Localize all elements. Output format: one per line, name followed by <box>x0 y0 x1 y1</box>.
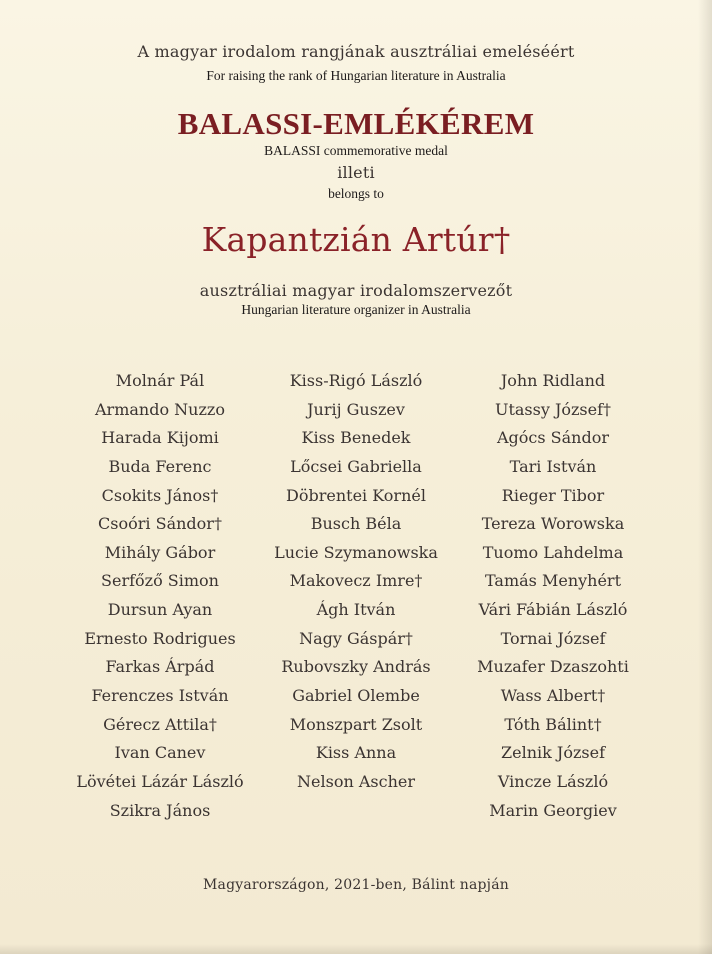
signatory-name: Kiss-Rigó László <box>289 371 423 390</box>
signatory-name: Ernesto Rodrigues <box>84 628 236 648</box>
signatory-name: Rubovszky András <box>281 657 431 677</box>
signatory-name: Armando Nuzzo <box>95 399 225 419</box>
signatory-name: Gabriel Olembe <box>292 686 420 706</box>
signatory-name: Monszpart Zsolt <box>289 714 423 734</box>
signatory-name: Agócs Sándor <box>496 428 609 448</box>
signatory-name: Nelson Ascher <box>297 771 415 791</box>
recipient-role-english: Hungarian literature organizer in Australia <box>241 302 471 317</box>
signatory-name: Tereza Worowska <box>481 514 625 534</box>
medal-title-english: BALASSI commemorative medal <box>264 143 448 158</box>
signatory-name: Dursun Ayan <box>107 600 213 620</box>
signatory-name: Kiss Anna <box>315 743 397 763</box>
signatory-name: Tari István <box>509 456 597 476</box>
signatory-name: Wass Albert† <box>500 686 606 706</box>
signatory-name: Rieger Tibor <box>501 485 605 505</box>
signatory-name: Döbrentei Kornél <box>286 485 426 505</box>
signatory-name: Lőcsei Gabriella <box>290 456 422 476</box>
signatory-name: Molnár Pál <box>115 371 205 390</box>
signatory-name: Tuomo Lahdelma <box>482 542 624 562</box>
signatory-column-3 <box>435 370 671 828</box>
signatory-name: Zelnik József <box>501 743 605 763</box>
signatory-name: Kiss Benedek <box>301 428 411 448</box>
signatory-name: Buda Ferenc <box>108 456 212 476</box>
signatory-name: Csoóri Sándor† <box>98 514 222 534</box>
signatory-name: Harada Kijomi <box>101 428 219 448</box>
medal-title: BALASSI-EMLÉKÉREM <box>177 106 535 141</box>
signatory-name: Muzafer Dzaszohti <box>477 657 629 677</box>
recipient-name: Kapantzián Artúr† <box>201 220 511 259</box>
signatory-name: Marin Georgiev <box>489 800 617 820</box>
signatory-name: Ferenczes István <box>91 686 229 706</box>
signatory-name: Busch Béla <box>310 514 402 534</box>
scan-edge-shadow <box>698 0 712 954</box>
signatory-name: John Ridland <box>500 371 606 390</box>
signatory-name: Utassy József† <box>494 399 612 419</box>
signatory-name: Csokits János† <box>101 485 219 505</box>
dedication-english: For raising the rank of Hungarian literature in Australia <box>206 68 506 83</box>
recipient-role-hungarian: ausztráliai magyar irodalomszervezőt <box>199 281 513 300</box>
illeti-label: illeti <box>337 163 375 182</box>
signatory-name: Tornai József <box>500 628 606 648</box>
signatory-name: Vincze László <box>497 771 609 791</box>
signatory-name: Vári Fábián László <box>478 600 628 620</box>
signatory-name: Ágh Itván <box>316 600 396 620</box>
signatory-name: Farkas Árpád <box>105 657 215 677</box>
signatory-name: Nagy Gáspár† <box>299 628 413 648</box>
signatory-name: Ivan Canev <box>114 743 206 763</box>
footer-date-line: Magyarországon, 2021-ben, Bálint napján <box>203 877 509 893</box>
signatory-name: Mihály Gábor <box>104 542 216 562</box>
signatory-name: Lövétei Lázár László <box>76 771 244 791</box>
signatory-name: Jurij Guszev <box>307 399 405 419</box>
signatory-name: Makovecz Imre† <box>289 571 423 591</box>
signatory-name: Gérecz Attila† <box>103 714 217 734</box>
dedication-hungarian: A magyar irodalom rangjának ausztráliai emeléséért <box>137 42 575 61</box>
belongs-to-label: belongs to <box>328 186 384 201</box>
signatory-name: Tóth Bálint† <box>504 714 602 734</box>
scan-bottom-shadow <box>0 944 712 954</box>
signatory-name: Szikra János <box>109 800 211 820</box>
signatory-name: Lucie Szymanowska <box>274 542 438 562</box>
signatory-name: Serfőző Simon <box>101 571 219 591</box>
signatory-name: Tamás Menyhért <box>484 571 622 591</box>
